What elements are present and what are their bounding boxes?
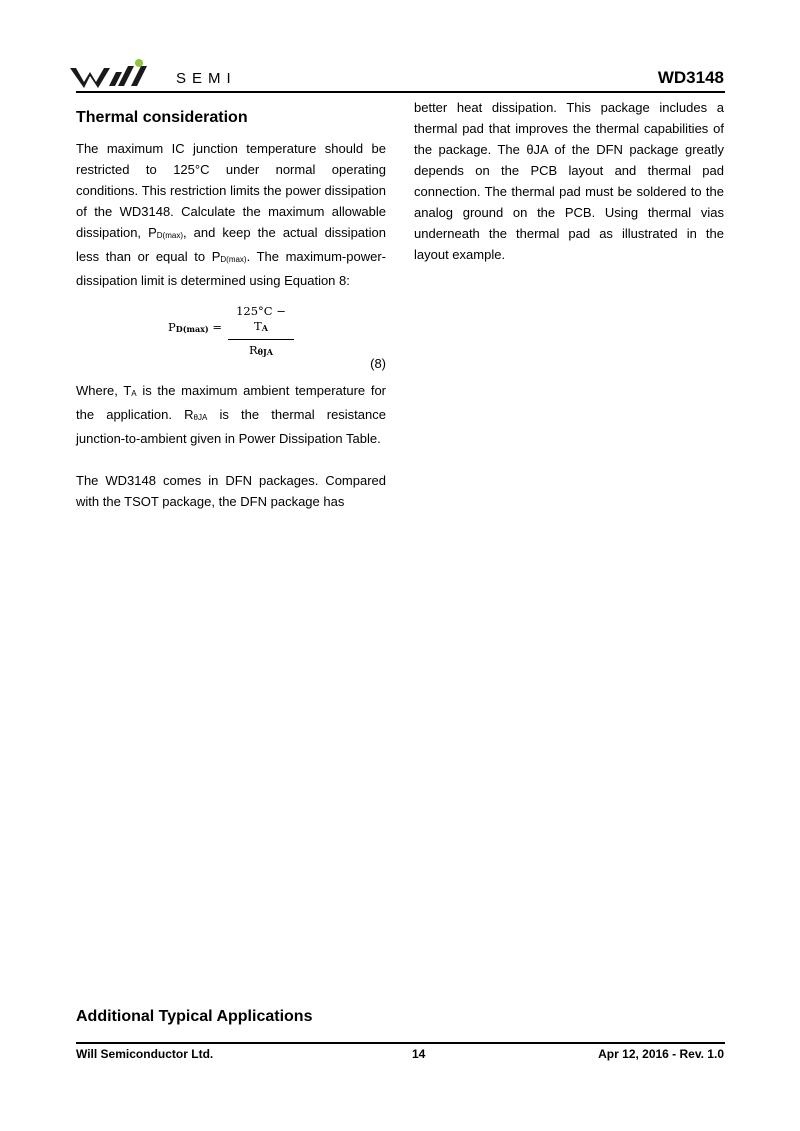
logo-l2-mark — [131, 66, 147, 86]
logo-text: SEMI — [176, 70, 237, 87]
equation-8 — [76, 304, 386, 357]
section-title-applications: Additional Typical Applications — [76, 1008, 313, 1025]
paragraph-junction-temp: The maximum IC junction temperature should be restricted to 125°C under normal operating conditions. This restriction limits the power dissipation of the WD3148. Calculate the maximum allowable dissipation, $P_{D(max)}$, and keep the actual dissipation less than or equal to $P_{D(max)}$. The maximum-power-dissipation limit is determined using Equation 8: — [76, 141, 387, 288]
paragraph-heat-dissipation: better heat dissipation. This package includes a thermal pad that improves the thermal capabilities of the package. The θJA of the DFN package greatly depends on the PCB layout and thermal pad connection. The thermal pad must be soldered to the analog ground on the PCB. Using thermal vias underneath the thermal pad as illustrated in the layout example. — [414, 100, 724, 262]
footer-page-number: 14 — [412, 1047, 426, 1061]
equation-lhs: $P_{D(max)}$ = — [168, 320, 222, 334]
equation-fraction — [228, 304, 294, 359]
paragraph-dfn-packages: The WD3148 comes in DFN packages. Compared with the TSOT package, the DFN package has — [76, 473, 386, 509]
footer-date-revision: Apr 12, 2016 - Rev. 1.0 — [598, 1047, 724, 1061]
fraction-bar — [228, 339, 294, 340]
left-column — [76, 107, 386, 512]
logo-l1-mark — [118, 66, 134, 86]
logo-dot — [135, 59, 143, 67]
header-rule — [76, 91, 725, 93]
footer-rule — [76, 1042, 725, 1044]
equation-denominator: $R_{\theta JA}$ — [249, 343, 273, 357]
equation-number: (8) — [370, 356, 386, 371]
paragraph-where: Where, $T_A$ is the maximum ambient temperature for the application. $R_{\theta JA}$ is the thermal resistance junction-to-ambient given in Power Dissipation Table. — [76, 383, 387, 446]
section-title-thermal: Thermal consideration — [76, 109, 248, 126]
right-column — [414, 97, 724, 265]
footer-company: Will Semiconductor Ltd. — [76, 1047, 214, 1061]
logo-w-mark — [70, 68, 110, 88]
equation-numerator: $125^\circ C - T_A$ — [236, 304, 286, 333]
part-number: WD3148 — [657, 68, 724, 87]
